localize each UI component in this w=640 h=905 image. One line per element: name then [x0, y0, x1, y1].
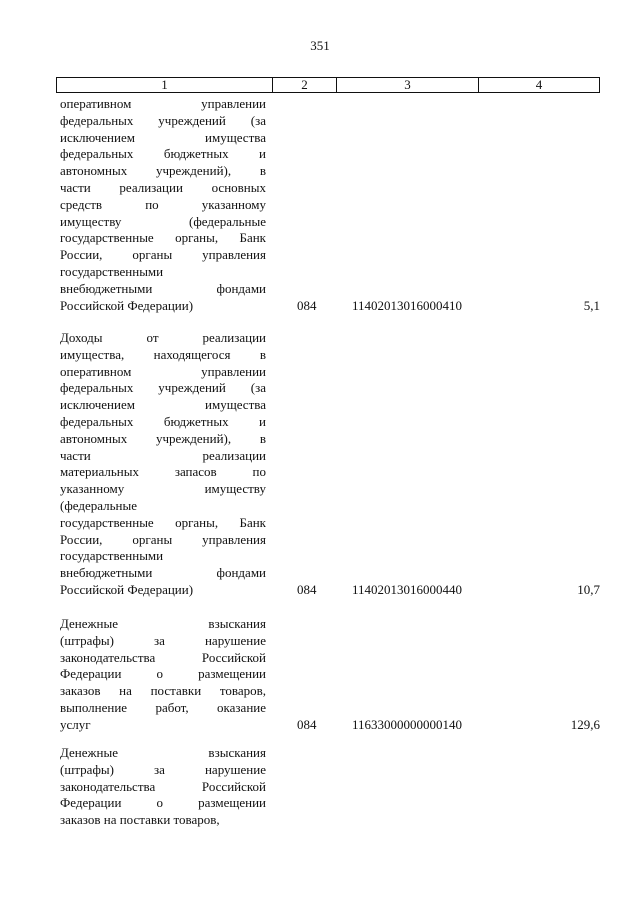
description-line: государственные органы, Банк [60, 514, 266, 530]
description-line: федеральных учреждений (за [60, 112, 266, 128]
description-line: имущества, находящегося в [60, 346, 266, 362]
amount-value: 5,1 [583, 297, 600, 313]
admin-code: 084 [297, 582, 317, 597]
description-line: части реализации основных [60, 179, 266, 195]
description-line: автономных учреждений), в [60, 163, 266, 179]
description-line: федеральных бюджетных и [60, 413, 266, 429]
description-line: Российской Федерации) [60, 581, 194, 597]
description-line: исключением имущества [60, 129, 266, 145]
description-line: России, органы управления [60, 531, 266, 547]
row-description [60, 330, 266, 599]
budget-classification-code: 11402013016000410 [352, 297, 463, 313]
page-number: 351 [310, 38, 330, 53]
description-line: внебюджетными фондами [60, 565, 266, 581]
description-line: услуг [60, 716, 91, 732]
description-line: исключением имущества [60, 397, 266, 413]
description-line: оперативном управлении [60, 96, 266, 111]
header-col-4: 4 [535, 77, 543, 92]
description-line: России, органы управления [60, 247, 266, 263]
description-line: государственными [60, 548, 164, 564]
description-line: указанному имуществу [60, 481, 266, 497]
description-line: Федерации о размещении [60, 795, 266, 811]
description-line: (штрафы) за нарушение [60, 632, 266, 648]
description-line: внебюджетными фондами [60, 280, 266, 296]
row-description [60, 96, 266, 314]
description-line: Денежные взыскания [60, 745, 266, 760]
description-line: выполнение работ, оказание [60, 699, 266, 715]
description-line: Федерации о размещении [60, 666, 266, 682]
description-line: заказов на поставки товаров, [60, 683, 266, 699]
table-header [56, 77, 600, 93]
description-line: средств по указанному [60, 196, 266, 212]
row-description [60, 745, 266, 829]
description-line: материальных запасов по [60, 464, 266, 480]
description-line: государственными [60, 263, 164, 279]
description-line: заказов на поставки товаров, [60, 812, 220, 828]
description-line: законодательства Российской [60, 649, 266, 665]
admin-code: 084 [297, 297, 317, 313]
admin-code: 084 [297, 716, 317, 732]
description-line: имуществу (федеральные [60, 213, 266, 229]
description-line: Доходы от реализации [60, 330, 266, 345]
description-line: федеральных бюджетных и [60, 146, 266, 162]
description-line: автономных учреждений), в [60, 430, 266, 446]
description-line: государственные органы, Банк [60, 230, 266, 246]
description-line: Российской Федерации) [60, 297, 194, 313]
budget-classification-code: 11633000000000140 [352, 716, 463, 732]
header-col-3: 3 [337, 78, 479, 92]
header-col-2: 2 [273, 78, 337, 92]
description-line: (штрафы) за нарушение [60, 761, 266, 777]
description-line: части реализации [60, 447, 266, 463]
row-description [60, 616, 266, 734]
description-line: Денежные взыскания [60, 616, 266, 631]
description-line: законодательства Российской [60, 778, 266, 794]
budget-classification-code: 11402013016000440 [352, 582, 463, 597]
amount-value: 10,7 [577, 582, 600, 597]
description-line: оперативном управлении [60, 363, 266, 379]
description-line: федеральных учреждений (за [60, 380, 266, 396]
amount-value: 129,6 [570, 716, 600, 732]
description-line: (федеральные [60, 497, 137, 513]
header-col-1: 1 [57, 78, 273, 92]
